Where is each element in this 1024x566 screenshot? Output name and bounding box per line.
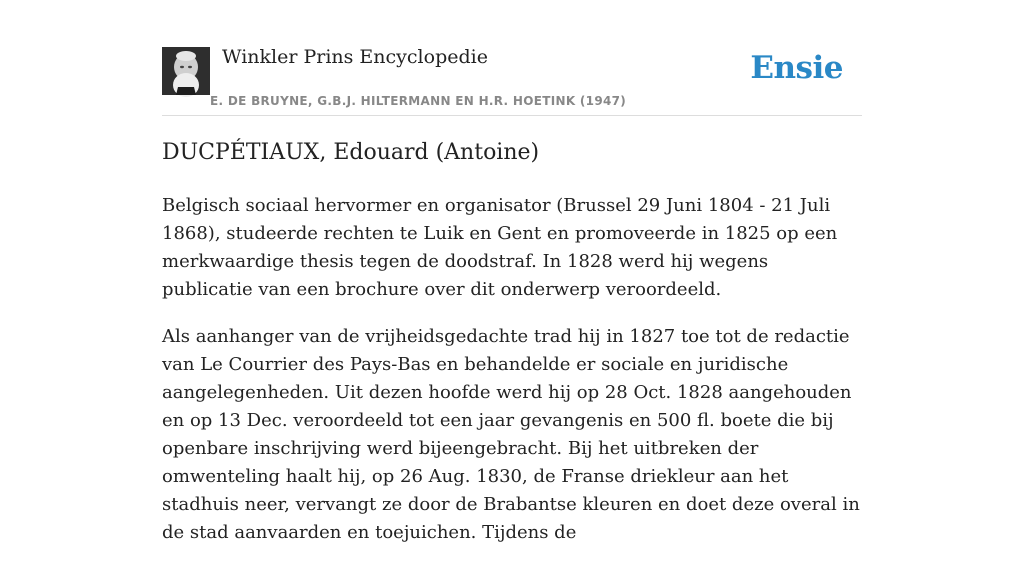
author-portrait-icon[interactable] <box>162 47 210 95</box>
ensie-logo[interactable]: Ensie <box>750 50 843 86</box>
authors-credit: E. DE BRUYNE, G.B.J. HILTERMANN EN H.R. HOETINK (1947) <box>210 94 627 108</box>
site-header <box>162 0 862 116</box>
paragraph: Belgisch sociaal hervormer en organisator (Brussel 29 Juni 1804 - 21 Juli 1868), studeerde rechten te Luik en Gent en promoveerde in 1825 op een merkwaardige thesis tegen de doodstraf. In 1828 werd hij wegens publicatie van een brochure over dit onderwerp veroordeeld. <box>162 195 838 300</box>
site-title[interactable]: Winkler Prins Encyclopedie <box>222 46 488 68</box>
page-container <box>162 0 862 543</box>
paragraph: Als aanhanger van de vrijheidsgedachte trad hij in 1827 toe tot de redactie van Le Courrier des Pays-Bas en behandelde er sociale en juridische aangelegenheden. Uit dezen hoofde werd hij op 28 Oct. 1828 aangehouden en op 13 Dec. veroordeeld tot een jaar gevangenis en 500 fl. boete die bij openbare inschrijving werd bijeengebracht. Bij het uitbreken der omwenteling haalt hij, op 26 Aug. 1830, de Franse driekleur aan het stadhuis neer, vervangt ze door de Brabantse kleuren en doet deze overal in de stad aanvaarden en toejuichen. Tijdens de <box>162 326 860 543</box>
entry-title: DUCPÉTIAUX, Edouard (Antoine) <box>162 140 540 165</box>
entry-content <box>162 192 862 566</box>
